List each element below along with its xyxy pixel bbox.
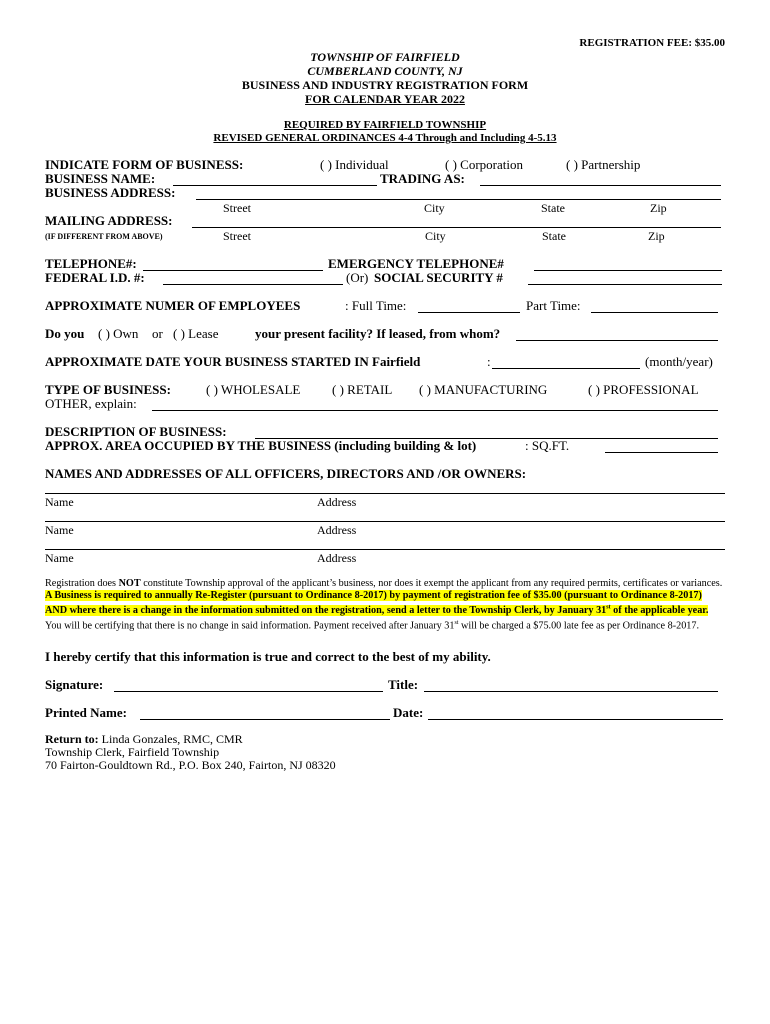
date-started-colon: : <box>487 354 491 369</box>
date-started-label: APPROXIMATE DATE YOUR BUSINESS STARTED IN Fairfield <box>45 354 421 369</box>
do-you-label: Do you <box>45 326 85 341</box>
business-address-label: BUSINESS ADDRESS: <box>45 185 176 200</box>
if-different-note: (IF DIFFERENT FROM ABOVE) <box>45 232 163 241</box>
mailing-state-caption: State <box>542 229 566 243</box>
trading-as-label: TRADING AS: <box>380 171 465 186</box>
return-to-line3: 70 Fairton-Gouldtown Rd., P.O. Box 240, Fairton, NJ 08320 <box>45 758 336 772</box>
other-explain-field[interactable] <box>152 410 718 411</box>
social-security-label: SOCIAL SECURITY # <box>374 270 503 285</box>
area-sqft: : SQ.FT. <box>525 438 570 453</box>
social-security-field[interactable] <box>528 284 722 285</box>
business-address-field[interactable] <box>196 199 721 200</box>
registration-notice: Registration does NOT constitute Township approval of the applicant’s business, nor does it exempt the applicant from any required permits, certificates or variances. A Business is required to annually Re-Register (pursuant to Ordinance 8-2017) by payment of registration fee of $35.00 (pursuant to Ordinance 8-2017) AND where there is a change in the information submitted on the registration, send a letter to the Township Clerk, by January 31st of the applicable year. You will be certifying that there is no change in said information. Payment received after January 31st will be charged a $75.00 late fee as per Ordinance 8-2017. <box>45 578 723 632</box>
mailing-street-caption: Street <box>223 229 251 243</box>
signature-field[interactable] <box>114 691 383 692</box>
signature-label: Signature: <box>45 677 104 692</box>
officer-address-caption: Address <box>317 523 357 537</box>
employees-label: APPROXIMATE NUMER OF EMPLOYEES <box>45 298 301 313</box>
lease-from-field[interactable] <box>516 340 718 341</box>
registration-fee: REGISTRATION FEE: $35.00 <box>579 37 725 49</box>
option-retail[interactable]: ( ) RETAIL <box>332 382 393 397</box>
return-to-line2: Township Clerk, Fairfield Township <box>45 745 220 759</box>
officer-name-caption: Name <box>45 495 74 509</box>
description-label: DESCRIPTION OF BUSINESS: <box>45 424 227 439</box>
officer-address-caption: Address <box>317 551 357 565</box>
header-required: REQUIRED BY FAIRFIELD TOWNSHIP <box>283 119 487 131</box>
telephone-label: TELEPHONE#: <box>45 256 137 271</box>
emergency-telephone-label: EMERGENCY TELEPHONE# <box>328 256 504 271</box>
option-individual[interactable]: ( ) Individual <box>320 157 389 172</box>
or-label: (Or) <box>346 270 369 285</box>
business-name-field[interactable] <box>173 185 377 186</box>
header-year: FOR CALENDAR YEAR 2022 <box>305 92 465 106</box>
business-zip-caption: Zip <box>650 201 667 215</box>
full-time-field[interactable] <box>418 312 520 313</box>
printed-name-field[interactable] <box>140 719 390 720</box>
trading-as-field[interactable] <box>480 185 721 186</box>
option-manufacturing[interactable]: ( ) MANUFACTURING <box>419 382 548 397</box>
annual-reregister-highlight: A Business is required to annually Re-Register (pursuant to Ordinance 8-2017) by payment of registration fee of $35.00 (pursuant to Ordinance 8-2017) AND where there is a change in the information submitted on the registration, send a letter to the Township Clerk, by January 31st of the applicable year. <box>45 590 709 617</box>
header-revised: REVISED GENERAL ORDINANCES 4-4 Through and Including 4-5.13 <box>213 132 557 144</box>
option-professional[interactable]: ( ) PROFESSIONAL <box>588 382 699 397</box>
officer-line[interactable] <box>45 549 725 550</box>
mailing-city-caption: City <box>425 229 446 243</box>
return-to-line1: Return to: Linda Gonzales, RMC, CMR <box>45 732 243 746</box>
header-township: TOWNSHIP OF FAIRFIELD <box>310 50 460 64</box>
header-form-title: BUSINESS AND INDUSTRY REGISTRATION FORM <box>241 78 529 92</box>
or-word: or <box>152 326 163 341</box>
full-time-label: : Full Time: <box>345 298 407 313</box>
officer-line[interactable] <box>45 493 725 494</box>
option-own[interactable]: ( ) Own <box>98 326 139 341</box>
part-time-label: Part Time: <box>526 298 581 313</box>
title-label: Title: <box>388 677 419 692</box>
business-city-caption: City <box>424 201 445 215</box>
date-label: Date: <box>393 705 424 720</box>
officers-heading: NAMES AND ADDRESSES OF ALL OFFICERS, DIRECTORS AND /OR OWNERS: <box>45 466 527 481</box>
mailing-address-field[interactable] <box>192 227 721 228</box>
option-partnership[interactable]: ( ) Partnership <box>566 157 641 172</box>
title-field[interactable] <box>424 691 718 692</box>
officer-name-caption: Name <box>45 551 74 565</box>
option-lease[interactable]: ( ) Lease <box>173 326 219 341</box>
business-street-caption: Street <box>223 201 251 215</box>
option-corporation[interactable]: ( ) Corporation <box>445 157 523 172</box>
business-state-caption: State <box>541 201 565 215</box>
date-field[interactable] <box>428 719 723 720</box>
area-field[interactable] <box>605 452 718 453</box>
area-label: APPROX. AREA OCCUPIED BY THE BUSINESS (including building & lot) <box>45 438 477 453</box>
certify-statement: I hereby certify that this information is true and correct to the best of my ability. <box>45 649 491 664</box>
option-wholesale[interactable]: ( ) WHOLESALE <box>206 382 301 397</box>
part-time-field[interactable] <box>591 312 718 313</box>
other-explain-label: OTHER, explain: <box>45 396 137 411</box>
date-started-field[interactable] <box>492 368 640 369</box>
form-of-business-label: INDICATE FORM OF BUSINESS: <box>45 157 244 172</box>
printed-name-label: Printed Name: <box>45 705 127 720</box>
header-county: CUMBERLAND COUNTY, NJ <box>307 64 463 78</box>
type-of-business-label: TYPE OF BUSINESS: <box>45 382 171 397</box>
emergency-telephone-field[interactable] <box>534 270 722 271</box>
officer-name-caption: Name <box>45 523 74 537</box>
facility-question: your present facility? If leased, from whom? <box>255 326 501 341</box>
federal-id-field[interactable] <box>163 284 343 285</box>
federal-id-label: FEDERAL I.D. #: <box>45 270 145 285</box>
month-year-hint: (month/year) <box>645 354 713 369</box>
mailing-address-label: MAILING ADDRESS: <box>45 213 173 228</box>
officer-address-caption: Address <box>317 495 357 509</box>
telephone-field[interactable] <box>143 270 323 271</box>
mailing-zip-caption: Zip <box>648 229 665 243</box>
officer-line[interactable] <box>45 521 725 522</box>
business-name-label: BUSINESS NAME: <box>45 171 156 186</box>
